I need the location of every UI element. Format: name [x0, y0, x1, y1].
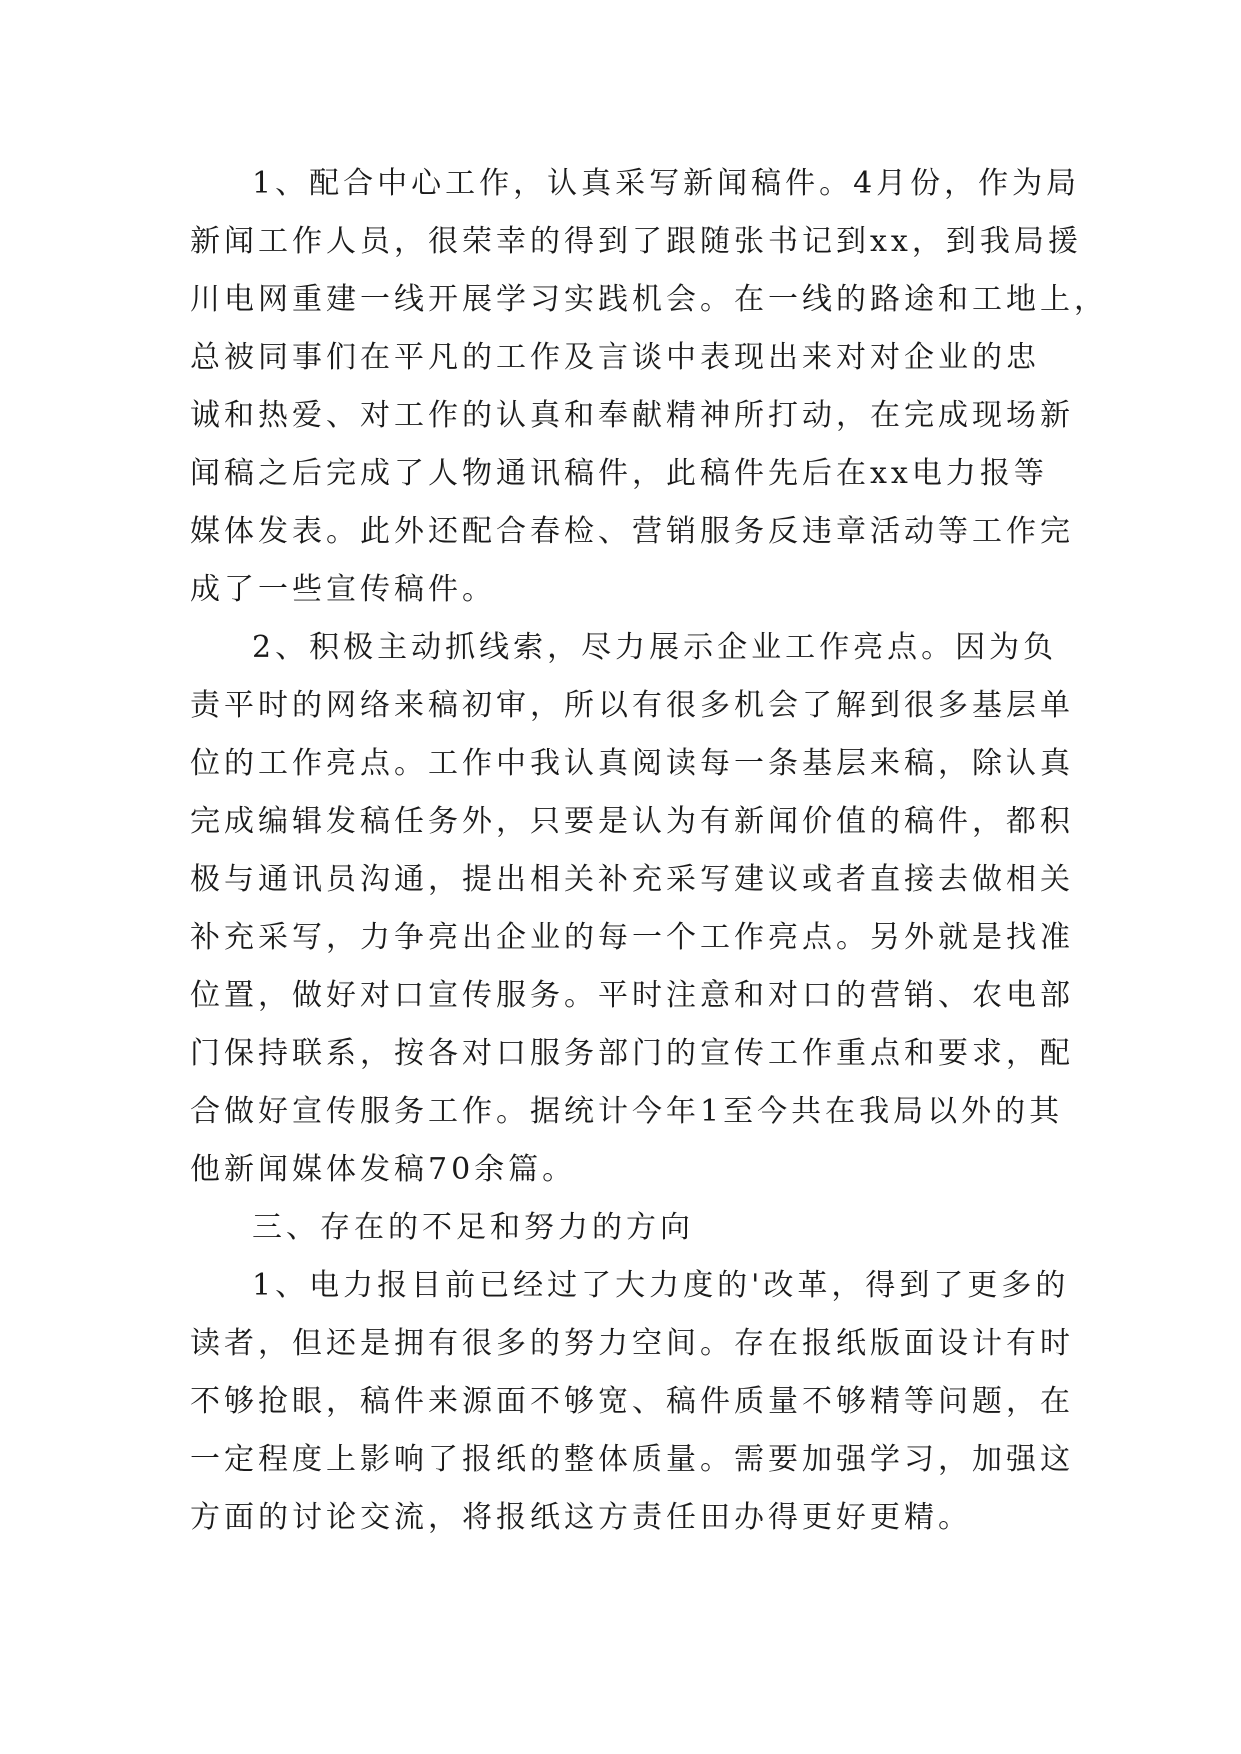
- text-line: 位的工作亮点。工作中我认真阅读每一条基层来稿，除认真: [190, 746, 1074, 781]
- text-line: 1、配合中心工作，认真采写新闻稿件。4月份，作为局: [252, 166, 1081, 201]
- text-line: 门保持联系，按各对口服务部门的宣传工作重点和要求，配: [190, 1036, 1074, 1071]
- text-line: 方面的讨论交流，将报纸这方责任田办得更好更精。: [190, 1500, 972, 1535]
- text-line: 完成编辑发稿任务外，只要是认为有新闻价值的稿件，都积: [190, 804, 1074, 839]
- text-line: 1、电力报目前已经过了大力度的'改革，得到了更多的: [252, 1268, 1070, 1303]
- text-line: 补充采写，力争亮出企业的每一个工作亮点。另外就是找准: [190, 920, 1074, 955]
- text-line: 不够抢眼，稿件来源面不够宽、稿件质量不够精等问题，在: [190, 1384, 1074, 1419]
- text-line: 诚和热爱、对工作的认真和奉献精神所打动，在完成现场新: [190, 398, 1074, 433]
- text-line: 他新闻媒体发稿70余篇。: [190, 1152, 577, 1187]
- text-line: 新闻工作人员，很荣幸的得到了跟随张书记到xx，到我局援: [190, 224, 1082, 259]
- text-line: 总被同事们在平凡的工作及言谈中表现出来对对企业的忠: [190, 340, 1040, 375]
- text-line: 位置，做好对口宣传服务。平时注意和对口的营销、农电部: [190, 978, 1074, 1013]
- text-line: 读者，但还是拥有很多的努力空间。存在报纸版面设计有时: [190, 1326, 1074, 1361]
- text-line: 媒体发表。此外还配合春检、营销服务反违章活动等工作完: [190, 514, 1074, 549]
- text-line: 极与通讯员沟通，提出相关补充采写建议或者直接去做相关: [190, 862, 1074, 897]
- text-line: 2、积极主动抓线索，尽力展示企业工作亮点。因为负: [252, 630, 1058, 665]
- text-line: 责平时的网络来稿初审，所以有很多机会了解到很多基层单: [190, 688, 1074, 723]
- text-line: 一定程度上影响了报纸的整体质量。需要加强学习，加强这: [190, 1442, 1074, 1477]
- text-line: 闻稿之后完成了人物通讯稿件，此稿件先后在xx电力报等: [190, 456, 1048, 491]
- text-line: 成了一些宣传稿件。: [190, 572, 496, 607]
- section-heading: 三、存在的不足和努力的方向: [252, 1210, 694, 1245]
- text-line: 合做好宣传服务工作。据统计今年1至今共在我局以外的其: [190, 1094, 1064, 1129]
- document-body: [190, 155, 1108, 1547]
- text-line: 川电网重建一线开展学习实践机会。在一线的路途和工地上，: [190, 282, 1108, 317]
